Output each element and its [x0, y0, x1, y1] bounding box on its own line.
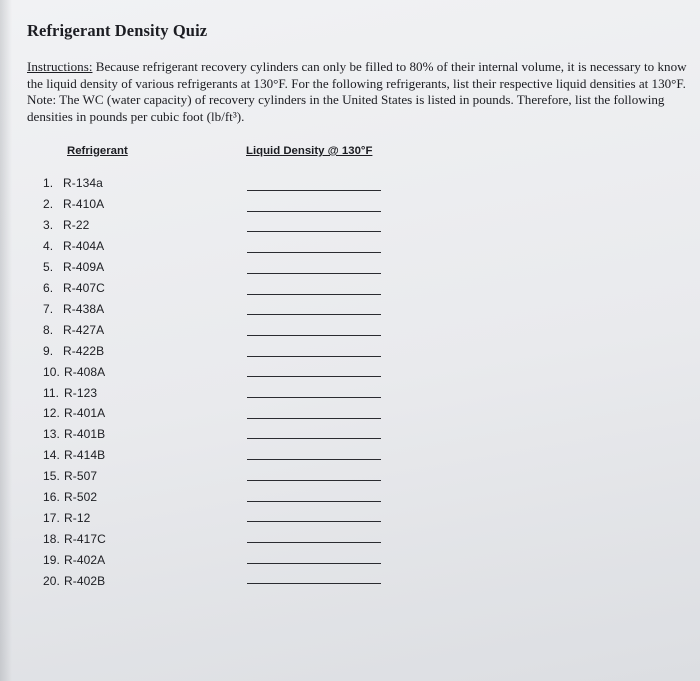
refrigerant-name: R-401B: [64, 427, 106, 442]
item-number: 10.: [43, 364, 60, 379]
answer-blank-line: [247, 563, 381, 564]
refrigerant-name: R-422B: [63, 343, 105, 358]
refrigerant-item: [43, 469, 97, 483]
refrigerant-name: R-22: [63, 217, 90, 232]
refrigerant-item: [43, 323, 104, 337]
answer-blank-line: [247, 335, 381, 336]
answer-blank-line: [247, 376, 381, 377]
item-number: 1.: [43, 176, 54, 190]
answer-blank-line: [247, 356, 381, 357]
refrigerant-item: [43, 386, 97, 400]
refrigerant-name: R-414B: [64, 448, 106, 463]
answer-blank-line: [247, 542, 381, 543]
refrigerant-name: R-134a: [63, 176, 103, 190]
refrigerant-item: [43, 406, 105, 420]
refrigerant-item: [43, 197, 104, 211]
item-number: 6.: [43, 280, 54, 295]
item-number: 2.: [43, 196, 54, 211]
refrigerant-item: [43, 281, 105, 295]
refrigerant-item: [43, 511, 90, 525]
refrigerant-name: R-404A: [63, 238, 105, 253]
answer-blank-line: [247, 314, 381, 315]
refrigerant-item: [43, 344, 104, 358]
item-number: 20.: [43, 574, 60, 588]
refrigerant-name: R-402A: [64, 553, 106, 568]
refrigerant-item: [43, 176, 103, 190]
refrigerant-name: R-417C: [64, 532, 106, 547]
item-number: 19.: [43, 553, 60, 568]
refrigerant-name: R-408A: [64, 364, 106, 379]
refrigerant-name: R-410A: [63, 196, 105, 211]
refrigerant-name: R-427A: [63, 322, 105, 337]
refrigerant-item: [43, 302, 104, 316]
answer-blank-line: [247, 190, 381, 191]
refrigerant-item: [43, 218, 89, 232]
item-number: 9.: [43, 343, 54, 358]
answer-blank-line: [247, 438, 381, 439]
refrigerant-name: R-502: [64, 490, 98, 505]
item-number: 16.: [43, 490, 60, 505]
item-number: 5.: [43, 259, 54, 274]
answer-blank-line: [247, 583, 381, 584]
answer-blank-line: [247, 273, 381, 274]
refrigerant-item: [43, 490, 97, 504]
item-number: 15.: [43, 469, 60, 484]
instructions-label: Instructions:: [27, 59, 93, 74]
item-number: 13.: [43, 427, 60, 442]
density-column-header: Liquid Density @ 130°F: [246, 145, 373, 157]
answer-blank-line: [247, 521, 381, 522]
item-number: 14.: [43, 448, 60, 463]
refrigerant-name: R-123: [64, 385, 98, 400]
answer-blank-line: [247, 231, 381, 232]
refrigerant-name: R-409A: [63, 259, 105, 274]
item-number: 8.: [43, 322, 54, 337]
page-shadow: [0, 0, 12, 681]
refrigerant-name: R-12: [64, 511, 91, 526]
item-number: 4.: [43, 238, 54, 253]
refrigerant-name: R-407C: [63, 280, 105, 295]
item-number: 17.: [43, 511, 60, 526]
answer-blank-line: [247, 397, 381, 398]
item-number: 12.: [43, 406, 60, 421]
refrigerant-name: R-401A: [64, 406, 106, 421]
instructions-paragraph: [27, 59, 687, 125]
refrigerant-item: [43, 365, 105, 379]
answer-blank-line: [247, 480, 381, 481]
instructions-text: Because refrigerant recovery cylinders can only be filled to 80% of their internal volume, it is necessary to know the liquid density of various refrigerants at 130°F. For the following refrigerants, list their respective liquid densities at 130°F. Note: The WC (water capacity) of recovery cylinders in the United States is listed in pounds. Therefore, list the following densities in pounds per cubic foot (lb/ft³).: [27, 59, 687, 124]
refrigerant-item: [43, 260, 104, 274]
refrigerant-name: R-438A: [63, 301, 105, 316]
answer-blank-line: [247, 418, 381, 419]
refrigerant-name: R-507: [64, 469, 98, 484]
answer-blank-line: [247, 252, 381, 253]
refrigerant-name: R-402B: [64, 574, 106, 588]
item-number: 18.: [43, 532, 60, 547]
refrigerant-item: [43, 427, 105, 441]
refrigerant-item: [43, 239, 104, 253]
refrigerant-item: [43, 532, 106, 546]
refrigerant-column-header: Refrigerant: [67, 145, 128, 157]
refrigerant-item: [43, 574, 105, 588]
answer-blank-line: [247, 459, 381, 460]
answer-blank-line: [247, 501, 381, 502]
item-number: 7.: [43, 301, 54, 316]
refrigerant-item: [43, 448, 105, 462]
page-title: Refrigerant Density Quiz: [27, 21, 208, 40]
refrigerant-item: [43, 553, 105, 567]
answer-blank-line: [247, 211, 381, 212]
item-number: 3.: [43, 217, 54, 232]
item-number: 11.: [43, 385, 60, 400]
answer-blank-line: [247, 294, 381, 295]
